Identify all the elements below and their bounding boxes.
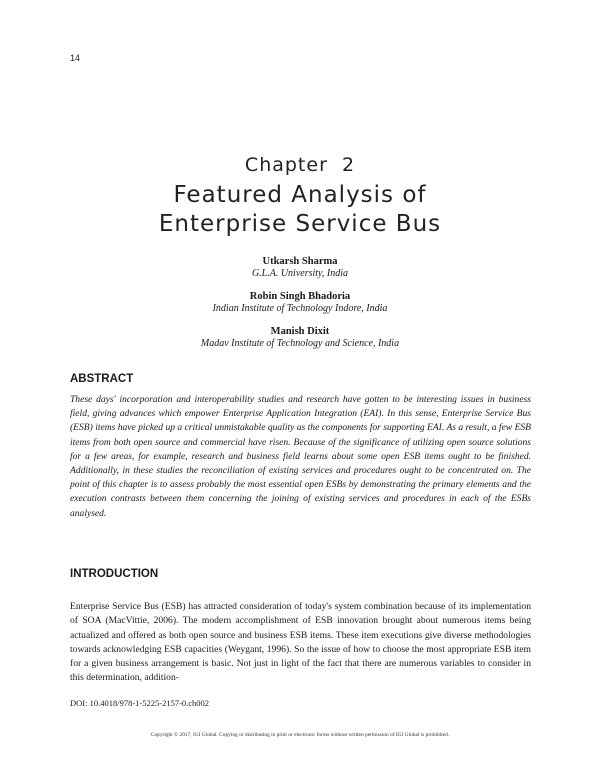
copyright-notice: Copyright © 2017, IGI Global. Copying or distributing in print or electronic forms without written permission of IGI Global is prohibited. xyxy=(150,732,450,738)
author-name: Robin Singh Bhadoria xyxy=(249,291,351,302)
abstract-heading: ABSTRACT xyxy=(70,373,134,385)
page-number: 14 xyxy=(70,53,81,63)
author-name: Utkarsh Sharma xyxy=(262,256,338,267)
doi: DOI: 10.4018/978-1-5225-2157-0.ch002 xyxy=(70,698,210,708)
author-affiliation: G.L.A. University, India xyxy=(251,268,349,279)
author-name: Manish Dixit xyxy=(270,326,330,337)
author-affiliation: Madav Institute of Technology and Science, India xyxy=(200,338,400,349)
chapter-title-line-2: Enterprise Service Bus xyxy=(158,211,442,237)
abstract-body: These days' incorporation and interoperability studies and research have gotten to be interesting issues in business field, giving advances which empower Enterprise Application Integration (EAI). In this sense, Enterprise Service Bus (ESB) items have picked up a critical unmistakable quality as the components for supporting EAI. As a result, a few ESB items from both open source and commercial have risen. Because of the significance of utilizing open source solutions for a few areas, for example, research and business field learns about some open ESB items ought to be finished. Additionally, in these studies the reconciliation of existing services and procedures ought to be concentrated on. The point of this chapter is to assess probably the most essential open ESBs by demonstrating the primary elements and the execution contrasts between them concerning the joining of existing services and procedures in each of the ESBs analysed. xyxy=(70,394,531,519)
chapter-label: Chapter 2 xyxy=(244,154,356,176)
introduction-body: Enterprise Service Bus (ESB) has attracted consideration of today's system combination because of its implementation of SOA (MacVittie, 2006). The modern accomplishment of ESB innovation brought about numerous items being actualized and offered as both open source and business ESB items. These item executions give diverse methodologies towards acknowledging ESB capacities (Weygant, 1996). So the issue of how to choose the most appropriate ESB item for a given business arrangement is basic. Not just in light of the fact that there are numerous variables to consider in this determination, addition- xyxy=(70,601,531,684)
chapter-title-line-1: Featured Analysis of xyxy=(173,182,427,208)
author-affiliation: Indian Institute of Technology Indore, India xyxy=(212,303,388,314)
introduction-heading: INTRODUCTION xyxy=(70,568,159,580)
